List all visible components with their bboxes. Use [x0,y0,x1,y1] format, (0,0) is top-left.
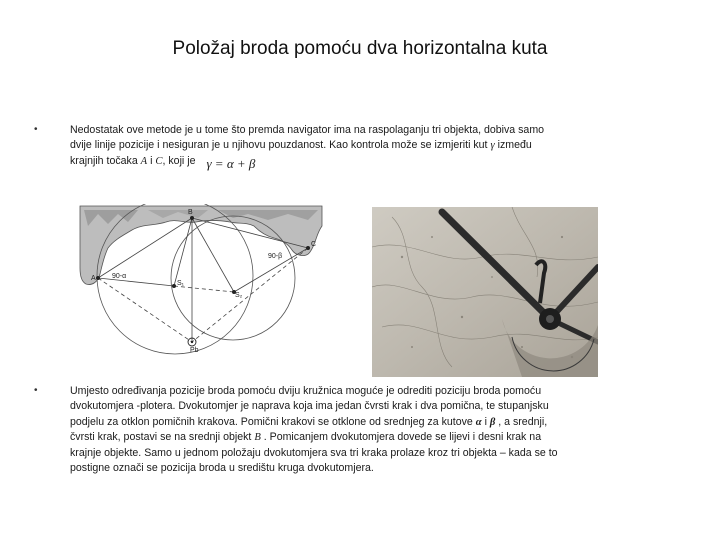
para2-line5: krajnje objekte. Samo u jednom položaju dvokutomjera sva tri kraka prolaze kroz tri objekta – kada se to [70,446,558,459]
point-A [96,276,100,280]
para2-line1: Umjesto određivanja pozicije broda pomoću dviju kružnica moguće je odrediti poziciju broda pomoću [70,385,542,397]
label-angle-left: 90-α [112,273,127,280]
label-A: A [91,275,96,282]
alpha-symbol: α [475,416,482,428]
gamma-symbol: γ [490,140,495,152]
point-C [306,246,310,250]
label-angle-right: 90-β [268,253,283,260]
para1-line3: krajnjih točaka A i C, koji je γ = α + β [70,154,256,171]
page-title: Položaj broda pomoću dva horizontalna kuta [172,38,548,59]
bullet-2: • [34,385,38,396]
paragraph-2 [70,384,690,476]
bullet-1: • [34,124,38,135]
formula: γ = α + β [206,155,256,171]
point-B [190,216,194,220]
label-S2: S₂ [235,292,243,299]
beta-symbol: β [489,416,496,428]
para1-line2: dvije linije pozicije i nesiguran je u njihovu pouzdanost. Kao kontrola može se izmjeriti kut γ između [70,139,532,152]
label-Pb: Pb [190,347,199,354]
para2-line3: podjelu za otklon pomičnih krakova. Pomični krakovi se otklone od srednjeg za kutove α i β , a srednji, [70,415,548,428]
station-pointer-photo [372,207,598,377]
point-S1 [172,284,176,288]
label-C: C [311,241,317,248]
para1-line1: Nedostatak ove metode je u tome što premda navigator ima na raspolaganju tri objekta, dobiva samo [70,124,545,136]
label-B: B [188,209,193,216]
para2-line6: postigne označi se pozicija broda u središtu kruga dvokutomjera. [70,462,374,475]
paragraph-1 [70,123,690,171]
para2-line2: dvokutomjera -plotera. Dvokutomjer je naprava koja ima jedan čvrsti krak i dva pomična, te stupanjsku [70,400,549,413]
label-S1: S₁ [177,280,185,287]
circles-diagram [78,204,324,356]
para2-line4: čvrsti krak, postavi se na srednji objekt B . Pomicanjem dvokutomjera dovede se lijevi i desni krak na [70,431,542,444]
